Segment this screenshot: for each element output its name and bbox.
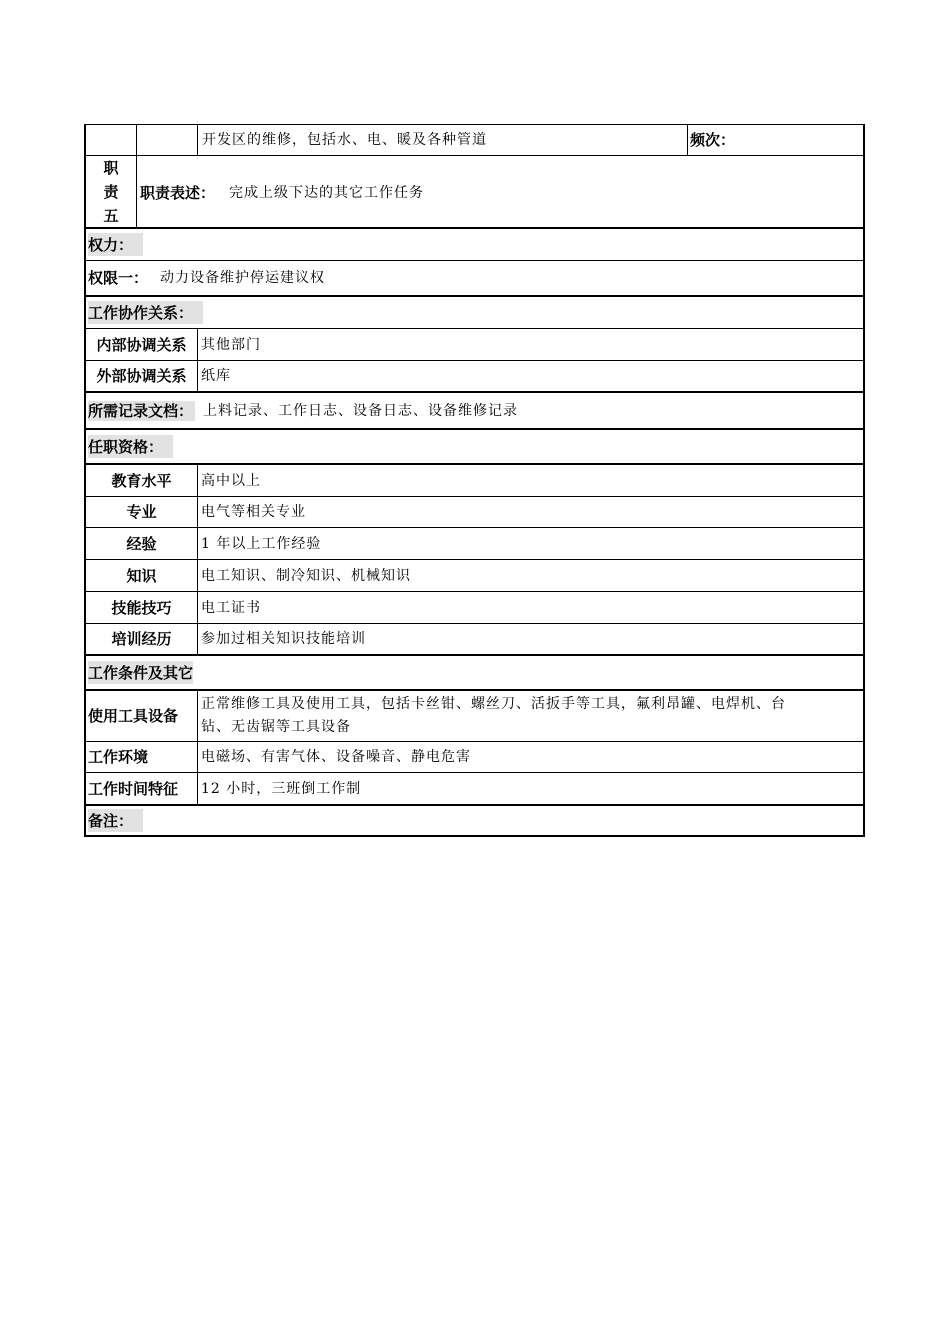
collaboration-header: 工作协作关系： [86, 297, 203, 328]
remarks-row [84, 805, 865, 837]
qualification-label: 教育水平 [111, 471, 172, 490]
work-time-label: 工作时间特征 [88, 779, 179, 798]
qualification-value: 电工证书 [197, 592, 863, 623]
tools-line: 正常维修工具及使用工具，包括卡丝钳、螺丝刀、活扳手等工具，氟利昂罐、电焊机、台 [201, 696, 786, 712]
environment-label: 工作环境 [88, 748, 149, 766]
qualification-label: 专业 [126, 503, 157, 521]
authority-item-text: 动力设备维护停运建议权 [160, 270, 326, 286]
qualifications-header: 任职资格： [86, 430, 173, 463]
qualifications-header-row [84, 430, 865, 465]
qualification-label: 经验 [126, 534, 157, 553]
collaboration-header-row [84, 297, 865, 329]
qualification-value: 高中以上 [197, 465, 863, 496]
side-char: 五 [103, 206, 119, 225]
qualification-row [84, 624, 865, 656]
qualification-label: 技能技巧 [111, 598, 172, 617]
conditions-header: 工作条件及其它 [86, 656, 193, 689]
qualification-value: 参加过相关知识技能培训 [197, 624, 863, 654]
qualification-row [84, 528, 865, 560]
duty-frequency-row [84, 124, 865, 156]
records-value: 上料记录、工作日志、设备日志、设备维修记录 [203, 402, 519, 419]
work-time-value: 12 小时，三班倒工作制 [197, 773, 863, 804]
qualification-row [84, 592, 865, 624]
authority-item-row [84, 261, 865, 297]
qualification-label: 知识 [126, 566, 157, 585]
qualification-row [84, 497, 865, 528]
records-label: 所需记录文档： [88, 401, 194, 420]
authority-header: 权力： [86, 229, 143, 260]
side-char: 责 [103, 182, 119, 201]
duty-statement-text: 完成上级下达的其它工作任务 [229, 185, 425, 201]
internal-coordination-value: 其他部门 [197, 329, 863, 360]
work-time-row [84, 773, 865, 805]
duty-five-side-label [86, 156, 136, 227]
duty-five-row [84, 156, 865, 229]
qualification-value: 电工知识、制冷知识、机械知识 [197, 560, 863, 591]
duty-description-cell: 开发区的维修，包括水、电、暖及各种管道 [197, 125, 687, 155]
authority-item [86, 261, 863, 295]
side-char: 职 [103, 158, 119, 177]
duty-statement-label: 职责表述： [140, 184, 216, 202]
empty-cell [136, 125, 197, 155]
job-description-table [84, 124, 865, 837]
internal-coordination-row [84, 329, 865, 361]
records-row [84, 393, 865, 430]
qualification-value: 1 年以上工作经验 [197, 528, 863, 559]
qualification-row [84, 465, 865, 497]
qualification-label: 培训经历 [111, 630, 172, 648]
authority-item-label: 权限一： [88, 269, 149, 287]
external-coordination-label: 外部协调关系 [96, 367, 187, 385]
tools-row [84, 691, 865, 742]
authority-header-row [84, 229, 865, 261]
external-coordination-row [84, 361, 865, 393]
frequency-label: 频次： [687, 125, 863, 155]
conditions-header-row [84, 656, 865, 691]
tools-label: 使用工具设备 [88, 707, 179, 725]
tools-line: 钻、无齿锯等工具设备 [201, 719, 351, 735]
environment-value: 电磁场、有害气体、设备噪音、静电危害 [197, 742, 863, 772]
external-coordination-value: 纸库 [197, 361, 863, 391]
remarks-header: 备注： [86, 806, 143, 835]
records-cell [86, 393, 863, 428]
internal-coordination-label: 内部协调关系 [96, 335, 187, 354]
qualification-value: 电气等相关专业 [197, 497, 863, 527]
environment-row [84, 742, 865, 773]
duty-five-content [136, 156, 863, 227]
qualification-row [84, 560, 865, 592]
tools-value [197, 691, 863, 741]
